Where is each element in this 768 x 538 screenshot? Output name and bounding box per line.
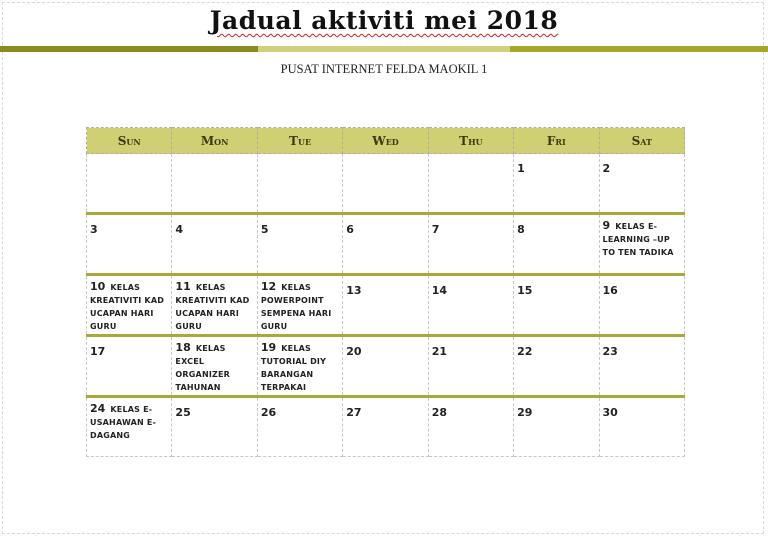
day-content bbox=[90, 401, 168, 440]
week-row bbox=[87, 397, 685, 457]
day-cell bbox=[257, 336, 342, 397]
day-number: 17 bbox=[90, 345, 106, 358]
day-cell bbox=[599, 154, 684, 214]
weekday-header: Wed bbox=[343, 128, 428, 154]
day-cell bbox=[428, 275, 513, 336]
event-text: KELAS KREATIVITI KAD UCAPAN HARI GURU bbox=[90, 283, 165, 331]
day-cell bbox=[343, 275, 428, 336]
day-number: 21 bbox=[431, 345, 447, 358]
day-content bbox=[261, 279, 339, 331]
event-text: KELAS E-USAHAWAN E-DAGANG bbox=[90, 405, 157, 440]
day-number: 15 bbox=[517, 284, 533, 297]
day-content bbox=[90, 279, 168, 331]
day-cell bbox=[257, 397, 342, 457]
day-cell bbox=[599, 275, 684, 336]
weekday-header: Tue bbox=[257, 128, 342, 154]
day-cell bbox=[343, 336, 428, 397]
day-content bbox=[175, 340, 253, 392]
day-number: 16 bbox=[602, 284, 618, 297]
header-rule-left bbox=[0, 46, 258, 52]
day-number: 19 bbox=[260, 341, 277, 354]
title-text: Jadual aktiviti mei 2018 bbox=[209, 6, 559, 35]
day-cell bbox=[343, 214, 428, 275]
day-cell bbox=[428, 397, 513, 457]
day-number: 13 bbox=[346, 284, 362, 297]
week-row bbox=[87, 214, 685, 275]
day-cell bbox=[257, 275, 342, 336]
week-row bbox=[87, 154, 685, 214]
day-number: 27 bbox=[346, 406, 362, 419]
day-cell bbox=[599, 336, 684, 397]
day-cell bbox=[428, 214, 513, 275]
day-content bbox=[175, 279, 253, 331]
empty-day-cell bbox=[172, 154, 257, 214]
day-number: 14 bbox=[431, 284, 447, 297]
day-cell bbox=[514, 154, 599, 214]
day-number: 4 bbox=[175, 223, 184, 236]
event-text: KELAS POWERPOINT SEMPENA HARI GURU bbox=[260, 283, 332, 331]
day-number: 6 bbox=[346, 223, 354, 236]
day-content bbox=[261, 340, 339, 392]
page-title bbox=[0, 6, 768, 35]
day-cell bbox=[343, 397, 428, 457]
empty-day-cell bbox=[428, 154, 513, 214]
calendar-table bbox=[86, 127, 685, 457]
day-cell bbox=[257, 214, 342, 275]
day-number: 25 bbox=[175, 406, 191, 419]
empty-day-cell bbox=[343, 154, 428, 214]
day-cell bbox=[514, 397, 599, 457]
header-rule-right bbox=[510, 46, 768, 52]
day-number: 2 bbox=[602, 162, 611, 175]
day-number: 30 bbox=[602, 406, 618, 419]
week-row bbox=[87, 275, 685, 336]
day-number: 1 bbox=[517, 162, 525, 175]
weekday-header: Sun bbox=[87, 128, 172, 154]
event-text: KELAS TUTORIAL DIY BARANGAN TERPAKAI bbox=[260, 344, 327, 392]
week-row bbox=[87, 336, 685, 397]
weekday-header: Sat bbox=[599, 128, 684, 154]
day-number: 24 bbox=[90, 402, 106, 415]
event-text: KELAS EXCEL ORGANIZER TAHUNAN bbox=[175, 344, 231, 392]
event-text: KELAS E-LEARNING –UP TO TEN TADIKA bbox=[602, 222, 674, 257]
day-cell bbox=[87, 275, 172, 336]
day-cell bbox=[172, 397, 257, 457]
day-cell bbox=[87, 397, 172, 457]
day-number: 12 bbox=[260, 280, 277, 293]
weekday-header: Fri bbox=[514, 128, 599, 154]
day-number: 5 bbox=[260, 223, 269, 236]
day-cell bbox=[87, 214, 172, 275]
day-number: 23 bbox=[602, 345, 618, 358]
day-cell bbox=[172, 336, 257, 397]
day-number: 28 bbox=[431, 406, 447, 419]
day-number: 7 bbox=[431, 223, 440, 236]
weekday-header-row bbox=[87, 128, 685, 154]
weekday-header: Thu bbox=[428, 128, 513, 154]
day-number: 8 bbox=[517, 223, 525, 236]
day-cell bbox=[599, 397, 684, 457]
day-number: 11 bbox=[175, 280, 191, 293]
day-number: 26 bbox=[260, 406, 277, 419]
day-cell bbox=[514, 336, 599, 397]
day-cell bbox=[87, 336, 172, 397]
day-number: 3 bbox=[90, 223, 98, 236]
day-cell bbox=[599, 214, 684, 275]
day-cell bbox=[514, 275, 599, 336]
day-number: 29 bbox=[517, 406, 533, 419]
day-cell bbox=[428, 336, 513, 397]
day-number: 22 bbox=[517, 345, 533, 358]
empty-day-cell bbox=[87, 154, 172, 214]
header-rule-middle bbox=[258, 46, 510, 52]
day-number: 18 bbox=[175, 341, 191, 354]
day-cell bbox=[172, 214, 257, 275]
day-content bbox=[603, 218, 681, 257]
empty-day-cell bbox=[257, 154, 342, 214]
event-text: KELAS KREATIVITI KAD UCAPAN HARI GURU bbox=[175, 283, 250, 331]
day-number: 10 bbox=[90, 280, 106, 293]
weekday-header: Mon bbox=[172, 128, 257, 154]
day-number: 20 bbox=[346, 345, 362, 358]
day-cell bbox=[514, 214, 599, 275]
day-cell bbox=[172, 275, 257, 336]
day-number: 9 bbox=[602, 219, 611, 232]
subtitle: PUSAT INTERNET FELDA MAOKIL 1 bbox=[280, 62, 488, 76]
